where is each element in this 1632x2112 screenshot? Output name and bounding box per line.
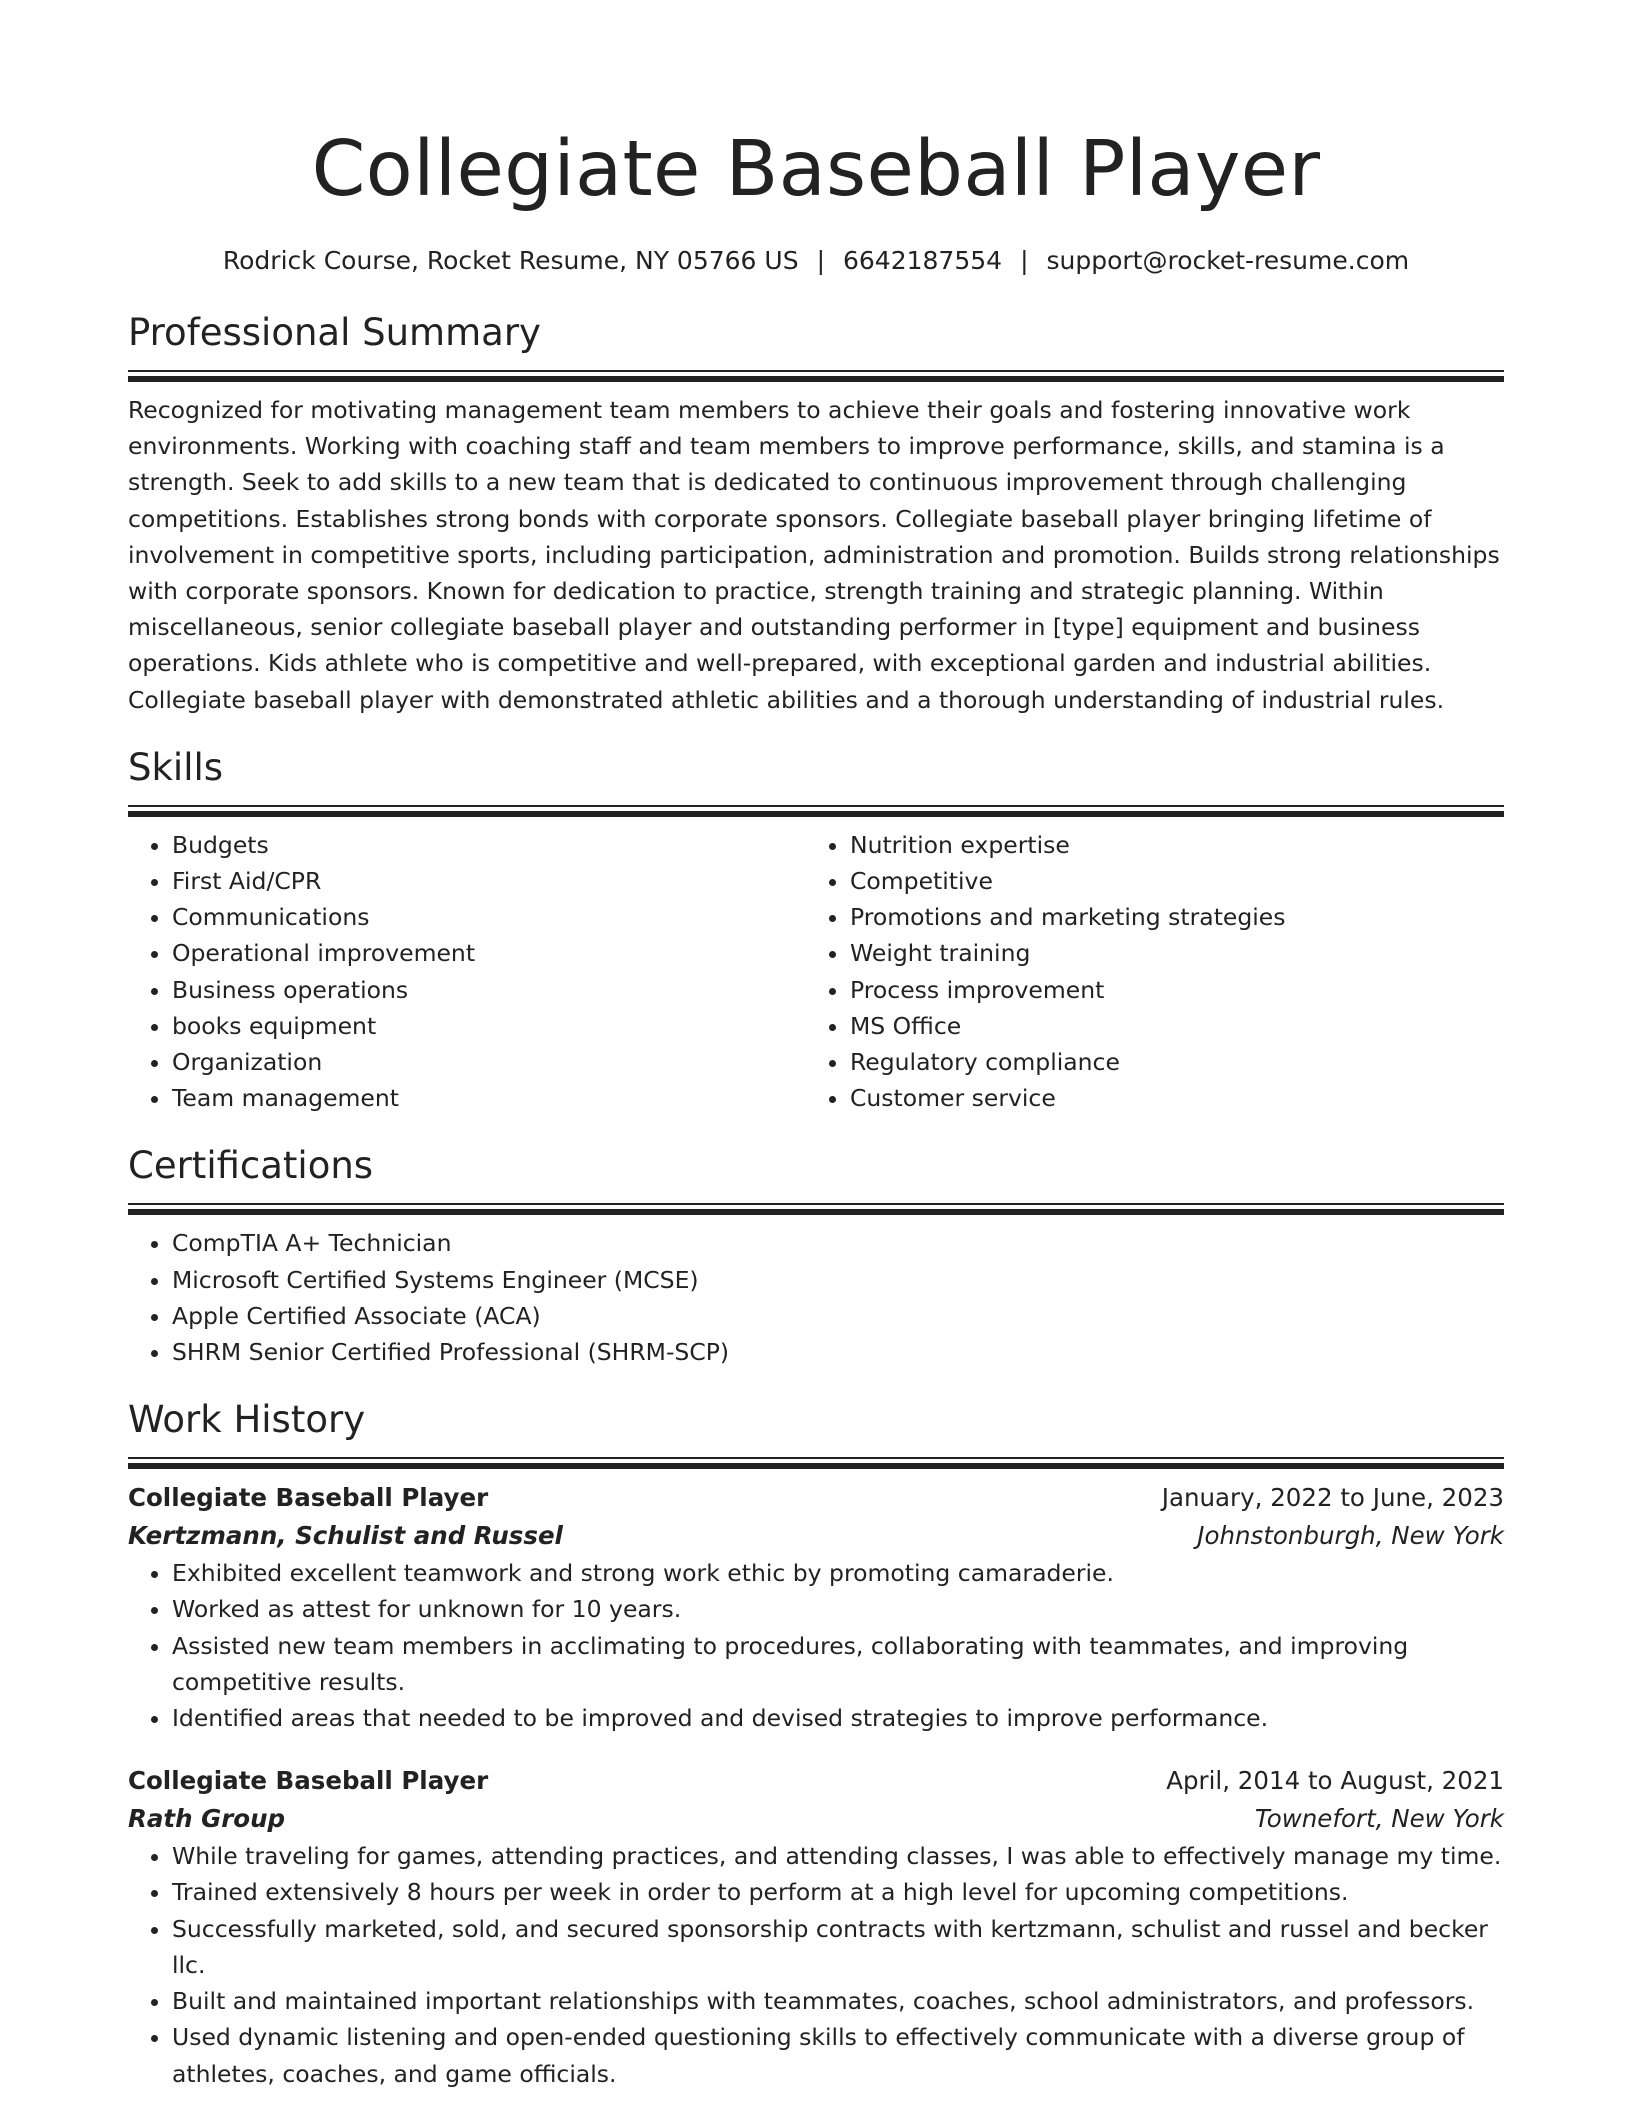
skill-item: • Nutrition expertise	[850, 827, 1504, 863]
job-bullet: • Successfully marketed, sold, and secured sponsorship contracts with kertzmann, schulist and russel and becker llc.	[172, 1911, 1504, 1983]
job-bullet: • While traveling for games, attending practices, and attending classes, I was able to effectively manage my time.	[172, 1838, 1504, 1874]
job-entry	[128, 1479, 1504, 1736]
skills-heading: Skills	[128, 745, 224, 789]
job-dates: January, 2022 to June, 2023	[1161, 1483, 1504, 1513]
job-dates: April, 2014 to August, 2021	[1166, 1766, 1504, 1796]
skill-item: • Regulatory compliance	[850, 1044, 1504, 1080]
section-divider	[128, 805, 1504, 817]
skill-item: • Process improvement	[850, 972, 1504, 1008]
job-company: Kertzmann, Schulist and Russel	[128, 1521, 563, 1551]
job-bullets	[128, 1838, 1504, 2091]
certification-item: • CompTIA A+ Technician	[172, 1225, 1504, 1261]
job-subheader	[128, 1800, 1504, 1838]
skill-item: • Budgets	[172, 827, 806, 863]
job-bullet: • Identified areas that needed to be improved and devised strategies to improve performance.	[172, 1700, 1504, 1736]
job-bullet: • Built and maintained important relationships with teammates, coaches, school administrators, and professors.	[172, 1983, 1504, 2019]
skills-section	[128, 743, 1504, 1117]
job-company: Rath Group	[128, 1804, 286, 1834]
contact-separator: |	[816, 246, 825, 275]
certification-item: • Apple Certified Associate (ACA)	[172, 1298, 1504, 1334]
contact-phone: 6642187554	[843, 246, 1003, 275]
skills-list-left	[128, 827, 806, 1117]
contact-email: support@rocket-resume.com	[1046, 246, 1410, 275]
skill-item: • First Aid/CPR	[172, 863, 806, 899]
skill-item: • Operational improvement	[172, 935, 806, 971]
certification-item: • SHRM Senior Certified Professional (SHRM-SCP)	[172, 1334, 1504, 1370]
skill-item: • books equipment	[172, 1008, 806, 1044]
work-history-section	[128, 1395, 1504, 2091]
skills-list-right	[806, 827, 1504, 1117]
summary-heading: Professional Summary	[128, 311, 541, 354]
contact-separator: |	[1020, 246, 1029, 275]
skill-item: • Business operations	[172, 972, 806, 1008]
job-header	[128, 1762, 1504, 1800]
skill-item: • Team management	[172, 1080, 806, 1116]
job-header	[128, 1479, 1504, 1517]
skill-item: • Organization	[172, 1044, 806, 1080]
job-bullet: • Assisted new team members in acclimating to procedures, collaborating with teammates, and improving competitive results.	[172, 1628, 1504, 1700]
section-divider	[128, 370, 1504, 382]
skill-item: • MS Office	[850, 1008, 1504, 1044]
job-title: Collegiate Baseball Player	[128, 1483, 489, 1513]
job-title: Collegiate Baseball Player	[128, 1766, 489, 1796]
work-history-heading: Work History	[128, 1398, 366, 1442]
resume-title: Collegiate Baseball Player	[311, 125, 1321, 214]
summary-text: Recognized for motivating management team members to achieve their goals and fostering innovative work environments. Working with coaching staff and team members to improve performance, skills, and stamina is a strength. Seek to add skills to a new team that is dedicated to continuous improvement through challenging competitions. Establishes strong bonds with corporate sponsors. Collegiate baseball player bringing lifetime of involvement in competitive sports, including participation, administration and promotion. Builds strong relationships with corporate sponsors. Known for dedication to practice, strength training and strategic planning. Within miscellaneous, senior collegiate baseball player and outstanding performer in [type] equipment and business operations. Kids athlete who is competitive and well-prepared, with exceptional garden and industrial abilities. Collegiate baseball player with demonstrated athletic abilities and a thorough understanding of industrial rules.	[128, 396, 1500, 714]
certifications-list	[128, 1225, 1504, 1370]
job-bullets	[128, 1555, 1504, 1736]
skill-item: • Promotions and marketing strategies	[850, 899, 1504, 935]
contact-address: Rodrick Course, Rocket Resume, NY 05766 US	[222, 246, 799, 275]
skill-item: • Weight training	[850, 935, 1504, 971]
section-divider	[128, 1203, 1504, 1215]
job-bullet: • Used dynamic listening and open-ended questioning skills to effectively communicate with a diverse group of athletes, coaches, and game officials.	[172, 2019, 1504, 2091]
job-location: Townefort, New York	[1254, 1804, 1504, 1834]
job-entry	[128, 1762, 1504, 2091]
skill-item: • Competitive	[850, 863, 1504, 899]
job-bullet: • Trained extensively 8 hours per week in order to perform at a high level for upcoming competitions.	[172, 1874, 1504, 1910]
certification-item: • Microsoft Certified Systems Engineer (MCSE)	[172, 1262, 1504, 1298]
certifications-heading: Certifications	[128, 1144, 374, 1188]
skill-item: • Customer service	[850, 1080, 1504, 1116]
job-subheader	[128, 1517, 1504, 1555]
job-bullet: • Exhibited excellent teamwork and strong work ethic by promoting camaraderie.	[172, 1555, 1504, 1591]
contact-line	[128, 243, 1504, 279]
job-location: Johnstonburgh, New York	[1197, 1521, 1504, 1551]
job-bullet: • Worked as attest for unknown for 10 years.	[172, 1591, 1504, 1627]
certifications-section	[128, 1141, 1504, 1370]
summary-section	[128, 308, 1504, 718]
section-divider	[128, 1457, 1504, 1469]
skill-item: • Communications	[172, 899, 806, 935]
skills-grid	[128, 827, 1504, 1117]
